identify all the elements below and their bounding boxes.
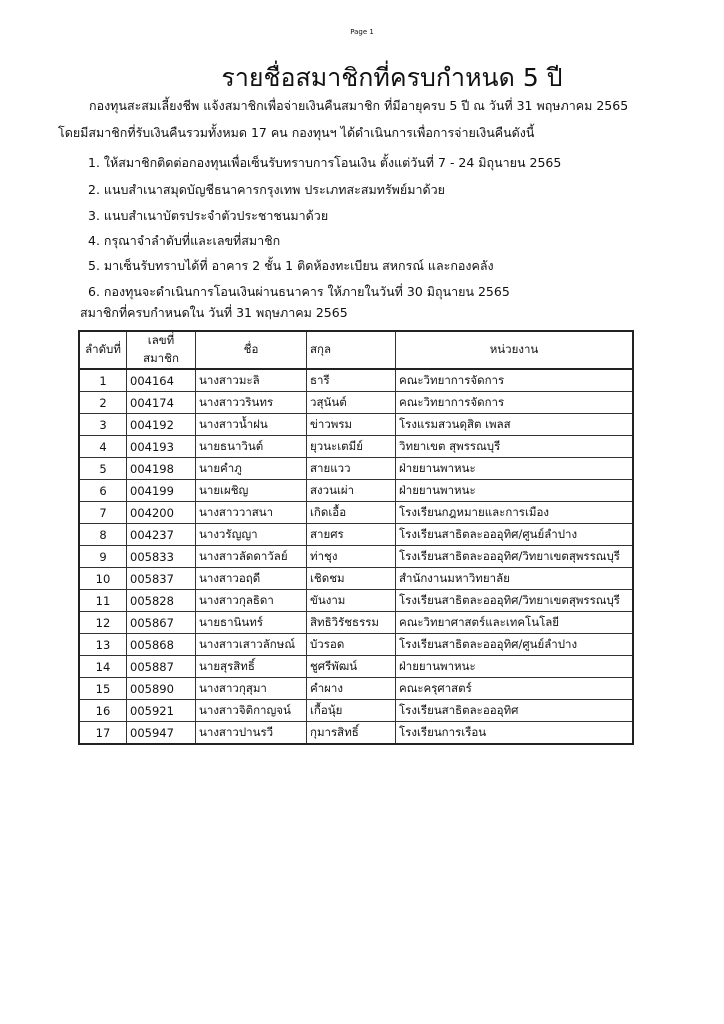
cell-order: 14 xyxy=(79,656,127,678)
cell-last-name: วสุนันต์ xyxy=(307,392,396,414)
cell-last-name: ท่าชุง xyxy=(307,546,396,568)
cell-member-no: 004198 xyxy=(127,458,196,480)
cell-first-name: นางสาวเสาวลักษณ์ xyxy=(196,634,307,656)
table-row xyxy=(79,524,633,546)
members-table xyxy=(78,330,634,745)
step-3: 3. แนบสำเนาบัตรประจำตัวประชาชนมาด้วย xyxy=(88,208,329,223)
cell-member-no: 005837 xyxy=(127,568,196,590)
cell-last-name: สายศร xyxy=(307,524,396,546)
cell-member-no: 005833 xyxy=(127,546,196,568)
cell-department: ฝ่ายยานพาหนะ xyxy=(396,480,634,502)
cell-order: 16 xyxy=(79,700,127,722)
cell-first-name: นายเผชิญ xyxy=(196,480,307,502)
cell-order: 6 xyxy=(79,480,127,502)
cell-department: คณะวิทยาศาสตร์และเทคโนโลยี xyxy=(396,612,634,634)
cell-last-name: ธารี xyxy=(307,369,396,392)
cell-member-no: 005828 xyxy=(127,590,196,612)
cell-order: 4 xyxy=(79,436,127,458)
table-row xyxy=(79,502,633,524)
cell-member-no: 004192 xyxy=(127,414,196,436)
cell-first-name: นายธานินทร์ xyxy=(196,612,307,634)
cell-department: สำนักงานมหาวิทยาลัย xyxy=(396,568,634,590)
cell-member-no: 005921 xyxy=(127,700,196,722)
table-row xyxy=(79,480,633,502)
cell-first-name: นางสาวลัดดาวัลย์ xyxy=(196,546,307,568)
table-row xyxy=(79,634,633,656)
cell-order: 11 xyxy=(79,590,127,612)
cell-department: โรงเรียนการเรือน xyxy=(396,722,634,745)
cell-first-name: นางสาวมะลิ xyxy=(196,369,307,392)
cell-order: 9 xyxy=(79,546,127,568)
cell-first-name: นางวรัญญา xyxy=(196,524,307,546)
table-row xyxy=(79,546,633,568)
header-order: ลำดับที่ xyxy=(79,331,127,369)
cell-department: คณะวิทยาการจัดการ xyxy=(396,369,634,392)
cell-last-name: บัวรอด xyxy=(307,634,396,656)
cell-last-name: ข่าวพรม xyxy=(307,414,396,436)
cell-department: โรงเรียนสาธิตละอออุทิศ/วิทยาเขตสุพรรณบุรี xyxy=(396,546,634,568)
cell-first-name: นางสาววรินทร xyxy=(196,392,307,414)
cell-first-name: นางสาวน้ำฝน xyxy=(196,414,307,436)
page-title: รายชื่อสมาชิกที่ครบกำหนด 5 ปี xyxy=(221,63,563,92)
cell-department: โรงเรียนสาธิตละอออุทิศ/วิทยาเขตสุพรรณบุรี xyxy=(396,590,634,612)
step-2: 2. แนบสำเนาสมุดบัญชีธนาคารกรุงเทพ ประเภทสะสมทรัพย์มาด้วย xyxy=(88,182,445,197)
cell-last-name: ยุวนะเตมีย์ xyxy=(307,436,396,458)
table-row xyxy=(79,656,633,678)
table-row xyxy=(79,568,633,590)
table-caption: สมาชิกที่ครบกำหนดใน วันที่ 31 พฤษภาคม 2565 xyxy=(80,305,348,320)
cell-department: วิทยาเขต สุพรรณบุรี xyxy=(396,436,634,458)
cell-department: โรงแรมสวนดุสิต เพลส xyxy=(396,414,634,436)
cell-first-name: นางสาวกุลธิดา xyxy=(196,590,307,612)
cell-order: 15 xyxy=(79,678,127,700)
intro-line-1: กองทุนสะสมเลี้ยงชีพ แจ้งสมาชิกเพื่อจ่ายเงินคืนสมาชิก ที่มีอายุครบ 5 ปี ณ วันที่ 31 พฤษภาคม 2565 xyxy=(89,98,629,113)
cell-first-name: นางสาวกุสุมา xyxy=(196,678,307,700)
cell-last-name: สายแวว xyxy=(307,458,396,480)
cell-last-name: กุมารสิทธิ์ xyxy=(307,722,396,745)
cell-department: ฝ่ายยานพาหนะ xyxy=(396,458,634,480)
cell-member-no: 004164 xyxy=(127,369,196,392)
table-row xyxy=(79,436,633,458)
table-row xyxy=(79,414,633,436)
cell-last-name: ชูศรีพัฒน์ xyxy=(307,656,396,678)
cell-order: 1 xyxy=(79,369,127,392)
cell-last-name: เกื้อนุ้ย xyxy=(307,700,396,722)
cell-member-no: 004199 xyxy=(127,480,196,502)
cell-member-no: 005887 xyxy=(127,656,196,678)
table-row xyxy=(79,392,633,414)
cell-order: 13 xyxy=(79,634,127,656)
cell-first-name: นางสาววาสนา xyxy=(196,502,307,524)
cell-last-name: เชิดชม xyxy=(307,568,396,590)
cell-last-name: คำผาง xyxy=(307,678,396,700)
cell-department: โรงเรียนสาธิตละอออุทิศ/ศูนย์ลำปาง xyxy=(396,634,634,656)
cell-order: 3 xyxy=(79,414,127,436)
cell-member-no: 005867 xyxy=(127,612,196,634)
cell-last-name: เกิดเอื้อ xyxy=(307,502,396,524)
cell-first-name: นายธนาวินต์ xyxy=(196,436,307,458)
cell-first-name: นายสุรสิทธิ์ xyxy=(196,656,307,678)
cell-order: 12 xyxy=(79,612,127,634)
table-row xyxy=(79,722,633,745)
table-row xyxy=(79,590,633,612)
step-4: 4. กรุณาจำลำดับที่และเลขที่สมาชิก xyxy=(88,233,281,248)
cell-member-no: 004174 xyxy=(127,392,196,414)
cell-order: 10 xyxy=(79,568,127,590)
table-row xyxy=(79,458,633,480)
intro-line-2: โดยมีสมาชิกที่รับเงินคืนรวมทั้งหมด 17 คน กองทุนฯ ได้ดำเนินการเพื่อการจ่ายเงินคืนดังนี้ xyxy=(58,125,535,140)
table-row xyxy=(79,369,633,392)
cell-order: 7 xyxy=(79,502,127,524)
cell-member-no: 004193 xyxy=(127,436,196,458)
cell-department: โรงเรียนกฎหมายและการเมือง xyxy=(396,502,634,524)
cell-member-no: 005868 xyxy=(127,634,196,656)
step-6: 6. กองทุนจะดำเนินการโอนเงินผ่านธนาคาร ให้ภายในวันที่ 30 มิถุนายน 2565 xyxy=(88,284,510,299)
cell-last-name: สิทธิวิรัชธรรม xyxy=(307,612,396,634)
header-member-no: เลขที่สมาชิก xyxy=(127,331,196,369)
table-header-row xyxy=(79,331,633,369)
table-row xyxy=(79,612,633,634)
cell-first-name: นายคำภู xyxy=(196,458,307,480)
header-last-name: สกุล xyxy=(307,331,396,369)
header-department: หน่วยงาน xyxy=(396,331,634,369)
cell-member-no: 005947 xyxy=(127,722,196,745)
cell-member-no: 004237 xyxy=(127,524,196,546)
cell-department: โรงเรียนสาธิตละอออุทิศ xyxy=(396,700,634,722)
cell-order: 17 xyxy=(79,722,127,745)
page-number: Page 1 xyxy=(350,28,374,36)
header-first-name: ชื่อ xyxy=(196,331,307,369)
cell-department: คณะวิทยาการจัดการ xyxy=(396,392,634,414)
cell-first-name: นางสาวปานรวี xyxy=(196,722,307,745)
table-row xyxy=(79,678,633,700)
cell-first-name: นางสาวจิติกาญจน์ xyxy=(196,700,307,722)
step-1: 1. ให้สมาชิกติดต่อกองทุนเพื่อเซ็นรับทราบการโอนเงิน ตั้งแต่วันที่ 7 - 24 มิถุนายน 2565 xyxy=(88,155,562,170)
cell-member-no: 005890 xyxy=(127,678,196,700)
table-row xyxy=(79,700,633,722)
cell-last-name: ขันงาม xyxy=(307,590,396,612)
cell-department: ฝ่ายยานพาหนะ xyxy=(396,656,634,678)
cell-member-no: 004200 xyxy=(127,502,196,524)
cell-order: 2 xyxy=(79,392,127,414)
cell-order: 8 xyxy=(79,524,127,546)
cell-department: โรงเรียนสาธิตละอออุทิศ/ศูนย์ลำปาง xyxy=(396,524,634,546)
cell-last-name: สงวนเผ่า xyxy=(307,480,396,502)
cell-department: คณะครุศาสตร์ xyxy=(396,678,634,700)
cell-order: 5 xyxy=(79,458,127,480)
step-5: 5. มาเซ็นรับทราบได้ที่ อาคาร 2 ชั้น 1 ติดห้องทะเบียน สหกรณ์ และกองคลัง xyxy=(88,258,494,273)
cell-first-name: นางสาวอฤดี xyxy=(196,568,307,590)
